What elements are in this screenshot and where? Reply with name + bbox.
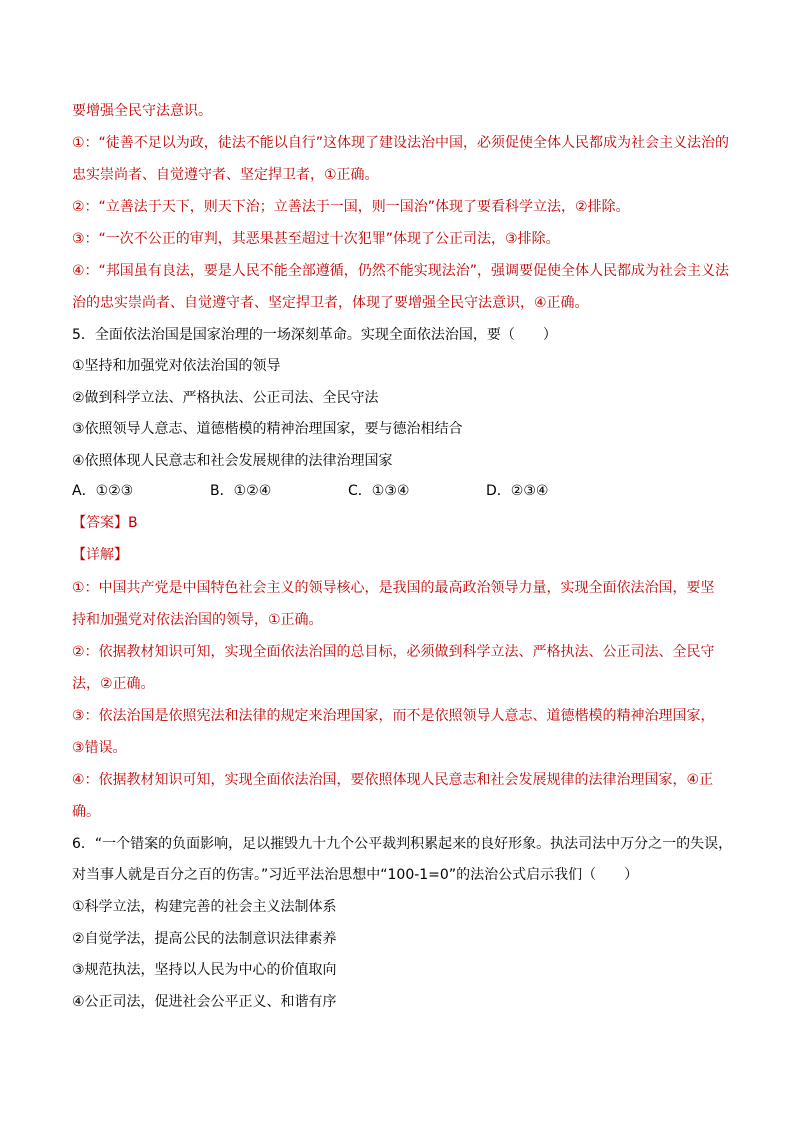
q6-stem-line1: 6．“一个错案的负面影响，足以摧毁九十九个公平裁判积累起来的良好形象。执法司法中万分之一的失误， (72, 836, 733, 852)
q5-option-a: A．①②③ (72, 483, 134, 499)
q6-stem-line2: 对当事人就是百分之百的伤害。”习近平法治思想中“100-1=0”的法治公式启示我们（ ） (72, 867, 639, 883)
q5-analysis-4-line1: ④：依据教材知识可知，实现全面依法治国，要依照体现人民意志和社会发展规律的法律治理国家，④正 (72, 772, 714, 788)
q6-statement-2: ②自觉学法，提高公民的法制意识法律素养 (72, 931, 337, 947)
q6-statement-4: ④公正司法，促进社会公平正义、和谐有序 (72, 994, 337, 1010)
q6-statement-1: ①科学立法，构建完善的社会主义法制体系 (72, 899, 337, 915)
q4-analysis-item2: ②：“立善法于天下，则天下治；立善法于一国，则一国治”体现了要看科学立法，②排除。 (72, 199, 630, 215)
q5-answer: 【答案】B (72, 515, 138, 531)
q5-analysis-3-line2: ③错误。 (72, 740, 127, 756)
q5-option-b: B．①②④ (210, 483, 272, 499)
q4-analysis-item4-line1: ④：“邦国虽有良法，要是人民不能全部遵循，仍然不能实现法治”，强调要促使全体人民都成为社会主义法 (72, 263, 730, 279)
q4-analysis-intro-tail: 要增强全民守法意识。 (72, 103, 212, 119)
q5-detail-label: 【详解】 (72, 547, 128, 563)
q5-statement-2: ②做到科学立法、严格执法、公正司法、全民守法 (72, 390, 379, 406)
q6-statement-3: ③规范执法，坚持以人民为中心的价值取向 (72, 962, 337, 978)
q5-stem: 5．全面依法治国是国家治理的一场深刻革命。实现全面依法治国，要（ ） (72, 327, 557, 343)
q4-analysis-item1-line1: ①：“徒善不足以为政，徒法不能以自行”这体现了建设法治中国，必须促使全体人民都成为社会主义法治的 (72, 135, 730, 151)
q5-analysis-3-line1: ③：依法治国是依照宪法和法律的规定来治理国家，而不是依照领导人意志、道德楷模的精神治理国家， (72, 708, 715, 724)
q5-analysis-2-line2: 法，②正确。 (72, 676, 155, 692)
q5-statement-3: ③依照领导人意志、道德楷模的精神治理国家，要与德治相结合 (72, 421, 463, 437)
q5-options (72, 481, 712, 501)
q5-statement-1: ①坚持和加强党对依法治国的领导 (72, 358, 281, 374)
q5-option-d: D．②③④ (486, 483, 549, 499)
q5-analysis-2-line1: ②：依据教材知识可知，实现全面依法治国的总目标，必须做到科学立法、严格执法、公正司法、全民守 (72, 644, 715, 660)
q5-analysis-1-line1: ①：中国共产党是中国特色社会主义的领导核心，是我国的最高政治领导力量，实现全面依法治国，要坚 (72, 580, 715, 596)
q5-analysis-4-line2: 确。 (72, 804, 100, 820)
q4-analysis-item3: ③：“一次不公正的审判，其恶果甚至超过十次犯罪”体现了公正司法，③排除。 (72, 231, 560, 247)
q5-analysis-1-line2: 持和加强党对依法治国的领导，①正确。 (72, 612, 323, 628)
q4-analysis-item1-line2: 忠实崇尚者、自觉遵守者、坚定捍卫者，①正确。 (72, 167, 379, 183)
q4-analysis-item4-line2: 治的忠实崇尚者、自觉遵守者、坚定捍卫者，体现了要增强全民守法意识，④正确。 (72, 295, 589, 311)
q5-statement-4: ④依照体现人民意志和社会发展规律的法律治理国家 (72, 453, 393, 469)
q5-option-c: C．①③④ (348, 483, 410, 499)
